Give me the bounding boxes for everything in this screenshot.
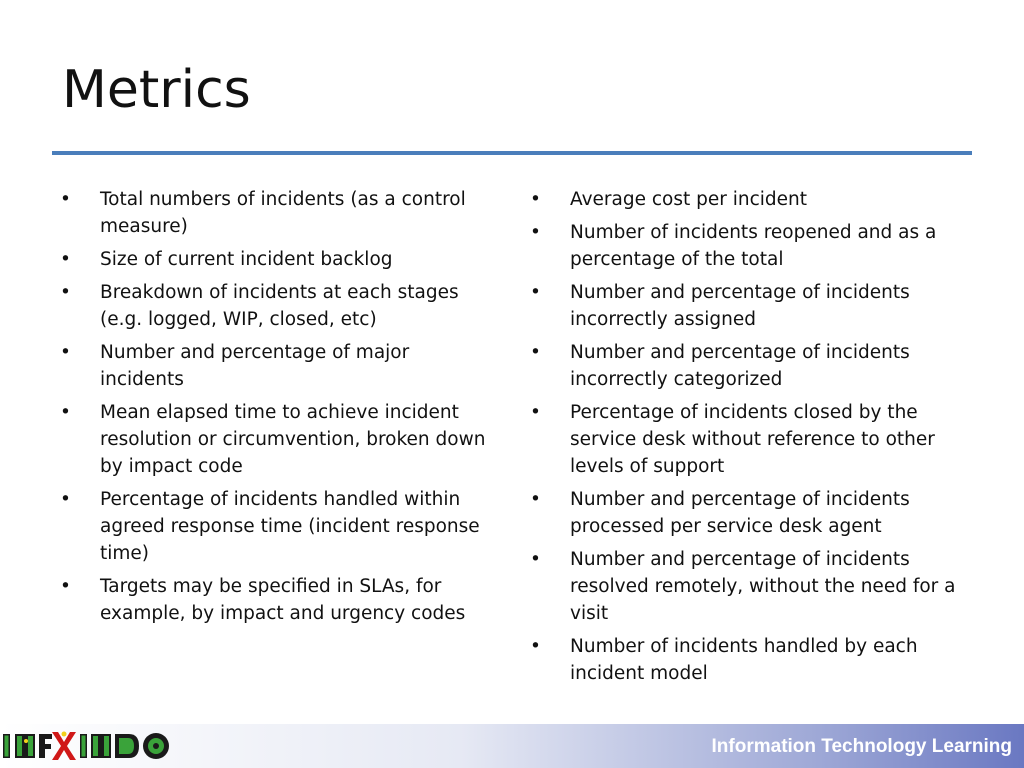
bullet-icon: • [530, 222, 541, 243]
infindo-logo-icon [2, 730, 172, 762]
bullet-icon: • [60, 249, 71, 270]
list-item [60, 573, 495, 627]
list-item [60, 279, 495, 333]
list-item [60, 399, 495, 480]
footer-label: Information Technology Learning [711, 736, 1012, 757]
list-item [60, 186, 495, 240]
list-item-text: Average cost per incident [570, 189, 808, 210]
list-item-text: Number of incidents reopened and as a percentage of the total [570, 222, 937, 270]
bullet-icon: • [60, 489, 71, 510]
slide-title: Metrics [62, 60, 251, 120]
bullet-icon: • [530, 636, 541, 657]
list-item-text: Total numbers of incidents (as a control measure) [100, 189, 466, 237]
list-item [60, 339, 495, 393]
bullet-icon: • [60, 282, 71, 303]
list-item [530, 633, 970, 687]
list-item-text: Number and percentage of incidents processed per service desk agent [570, 489, 910, 537]
list-item [530, 546, 970, 627]
list-item [530, 279, 970, 333]
bullet-icon: • [530, 342, 541, 363]
list-item-text: Number and percentage of incidents incorrectly categorized [570, 342, 910, 390]
bullet-icon: • [60, 189, 71, 210]
list-item-text: Breakdown of incidents at each stages (e.g. logged, WIP, closed, etc) [100, 282, 459, 330]
footer-bar [0, 724, 1024, 768]
list-item [530, 186, 970, 213]
right-bullet-list [530, 186, 970, 693]
list-item-text: Number and percentage of incidents resolved remotely, without the need for a visit [570, 549, 956, 624]
list-item-text: Number and percentage of major incidents [100, 342, 410, 390]
list-item-text: Mean elapsed time to achieve incident resolution or circumvention, broken down by impact code [100, 402, 486, 477]
list-item [530, 339, 970, 393]
bullet-icon: • [530, 282, 541, 303]
list-item [60, 486, 495, 567]
bullet-icon: • [60, 342, 71, 363]
list-item-text: Percentage of incidents closed by the service desk without reference to other levels of support [570, 402, 935, 477]
bullet-icon: • [530, 489, 541, 510]
bullet-icon: • [530, 549, 541, 570]
left-bullet-list [60, 186, 495, 633]
bullet-icon: • [60, 576, 71, 597]
title-divider [52, 151, 972, 155]
list-item-text: Targets may be specified in SLAs, for example, by impact and urgency codes [100, 576, 466, 624]
list-item [530, 399, 970, 480]
list-item [530, 486, 970, 540]
list-item-text: Number of incidents handled by each incident model [570, 636, 918, 684]
list-item [530, 219, 970, 273]
bullet-icon: • [60, 402, 71, 423]
list-item-text: Percentage of incidents handled within agreed response time (incident response time) [100, 489, 480, 564]
list-item [60, 246, 495, 273]
bullet-icon: • [530, 189, 541, 210]
list-item-text: Number and percentage of incidents incorrectly assigned [570, 282, 910, 330]
list-item-text: Size of current incident backlog [100, 249, 393, 270]
bullet-icon: • [530, 402, 541, 423]
